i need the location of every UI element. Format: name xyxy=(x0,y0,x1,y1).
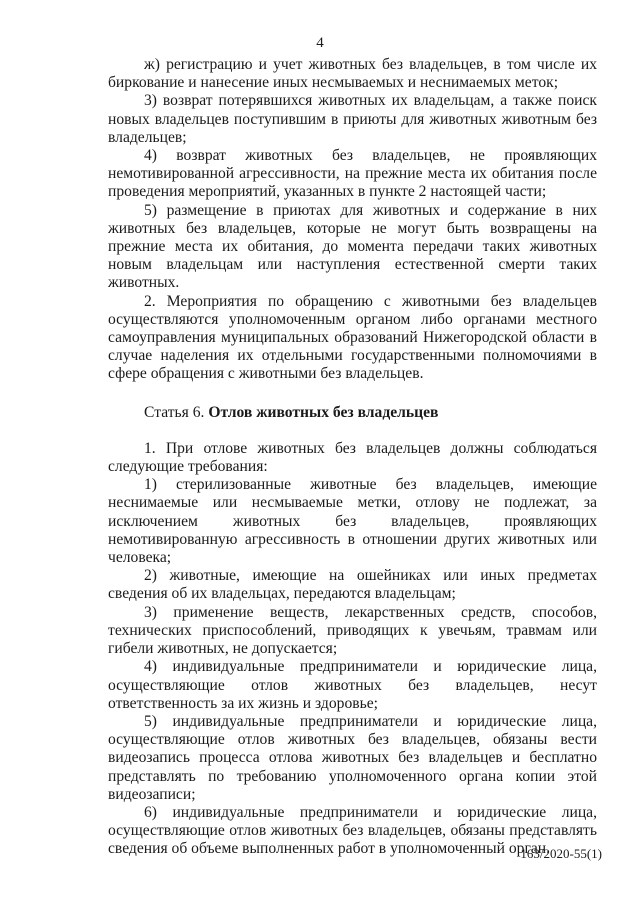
page-number: 4 xyxy=(316,35,324,51)
paragraph-6-1-item-2: 2) животные, имеющие на ошейниках или иных предметах сведения об их владельцах, передаются владельцам; xyxy=(108,567,597,603)
paragraph-4-return-habitat: 4) возврат животных без владельцев, не проявляющих немотивированной агрессивности, на прежние места их обитания после проведения мероприятий, указанных в пункте 2 настоящей части; xyxy=(108,147,597,201)
paragraph-6-1-item-5: 5) индивидуальные предприниматели и юридические лица, осуществляющие отлов животных без владельцев, обязаны вести видеозапись процесса отлова животных без владельцев и бесплатно представлять по требованию уполномоченного органа копии этой видеозаписи; xyxy=(108,712,597,803)
paragraph-6-1-item-1: 1) стерилизованные животные без владельцев, имеющие неснимаемые или несмываемые метки, отлову не подлежат, за исключением животных без владельцев, проявляющих немотивированную агрессивность в отношении других животных или человека; xyxy=(108,476,597,567)
paragraph-6-1-item-6: 6) индивидуальные предприниматели и юридические лица, осуществляющие отлов животных без владельцев, обязаны представлять сведения об объеме выполненных работ в уполномоченный орган. xyxy=(108,803,597,858)
paragraph-zh-registration: ж) регистрацию и учет животных без владельцев, в том числе их биркование и нанесение иных несмываемых и неснимаемых меток; xyxy=(108,56,597,92)
paragraph-6-1-intro: 1. При отлове животных без владельцев должны соблюдаться следующие требования: xyxy=(108,439,597,476)
paragraph-3-return-owners: 3) возврат потерявшихся животных их владельцам, а также поиск новых владельцев поступившим в приюты для животных животным без владельцев; xyxy=(108,92,597,146)
article-prefix: Статья 6. xyxy=(144,403,209,421)
document-body xyxy=(108,56,597,859)
paragraph-6-1-item-3: 3) применение веществ, лекарственных средств, способов, технических приспособлений, приводящих к увечьям, травмам или гибели животных, не допускается; xyxy=(108,603,597,658)
paragraph-5-shelters: 5) размещение в приютах для животных и содержание в них животных без владельцев, которые не могут быть возвращены на прежние места их обитания, до момента передачи таких животных новым владельцам или наступления естественной смерти таких животных. xyxy=(108,201,597,292)
paragraph-6-1-item-4: 4) индивидуальные предприниматели и юридические лица, осуществляющие отлов животных без владельцев, несут ответственность за их жизнь и здоровье; xyxy=(108,658,597,712)
document-code: 163/2020-55(1) xyxy=(520,846,602,861)
article-6-heading xyxy=(108,404,597,422)
paragraph-part-2: 2. Мероприятия по обращению с животными без владельцев осуществляются уполномоченным органом либо органами местного самоуправления муниципальных образований Нижегородской области в случае наделения их отдельными государственными полномочиями в сфере обращения с животными без владельцев. xyxy=(108,292,597,383)
article-title: Отлов животных без владельцев xyxy=(208,403,439,421)
